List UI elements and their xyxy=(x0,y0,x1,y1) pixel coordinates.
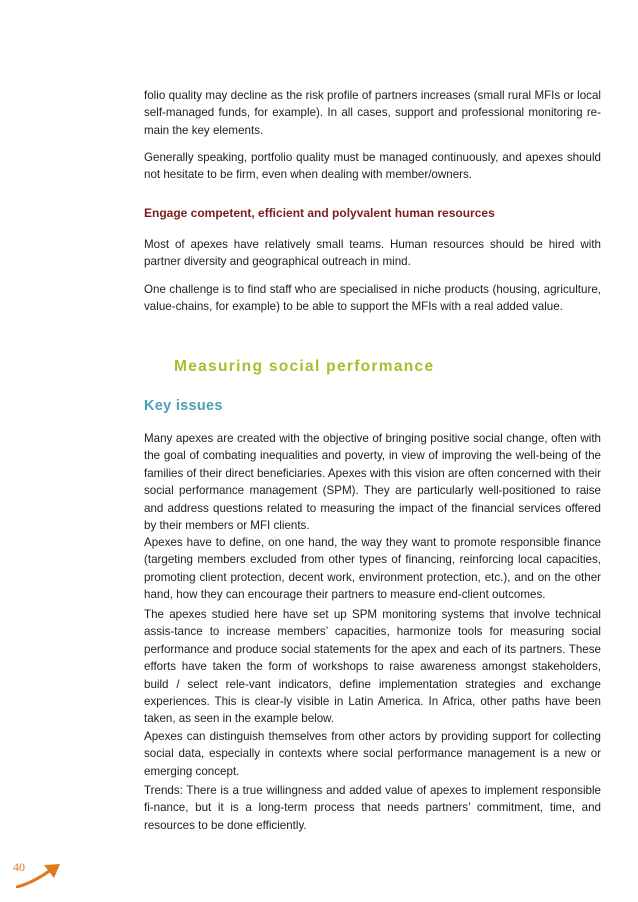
page-number: 40 xyxy=(13,860,25,874)
section-title: Measuring social performance xyxy=(174,358,435,375)
paragraph-trends: Trends: There is a true willingness and added value of apexes to implement responsible fi-nance, but it is a long-term process that needs partners’ commitment, time, and resources to be done efficiently. xyxy=(144,784,601,832)
key-issues-heading: Key issues xyxy=(144,398,223,414)
paragraph-responsible-finance: Apexes have to define, on one hand, the way they want to promote responsible finance (targeting members excluded from other types of financing, reinforcing local capacities, promoting client protection, decent work, environment protection, etc.), and on the other hand, how they can encourage their partners to measure end-client outcomes. xyxy=(144,536,601,602)
paragraph-social-data: Apexes can distinguish themselves from other actors by providing support for collecting social data, especially in contexts where social performance management is a new or emerging concept. xyxy=(144,730,601,778)
paragraph-staff-challenge: One challenge is to find staff who are specialised in niche products (housing, agriculture, value-chains, for example) to be able to support the MFIs with a real added value. xyxy=(144,283,601,314)
paragraph-portfolio-risk: folio quality may decline as the risk profile of partners increases (small rural MFIs or local self-managed funds, for example). In all cases, support and professional monitoring re-main the key elements. xyxy=(144,89,601,137)
paragraph-small-teams: Most of apexes have relatively small teams. Human resources should be hired with partner diversity and geographical outreach in mind. xyxy=(144,238,601,269)
paragraph-spm-systems: The apexes studied here have set up SPM monitoring systems that involve technical assis-tance to increase members’ capacities, harmonize tools for measuring social performance and produce social statements for the apex and each of its partners. These efforts have taken the form of workshops to raise awareness amongst stakeholders, build / select rele-vant indicators, define implementation strategies and exchange experiences. This is clear-ly visible in Latin America. In Africa, other paths have been taken, as seen in the example below. xyxy=(144,608,601,726)
paragraph-portfolio-quality: Generally speaking, portfolio quality must be managed continuously, and apexes should not hesitate to be firm, even when dealing with member/owners. xyxy=(144,151,601,182)
paragraph-social-change: Many apexes are created with the objective of bringing positive social change, often with the goal of combating inequalities and poverty, in view of improving the well-being of the families of their direct beneficiaries. Apexes with this vision are often concerned with their social performance management (SPM). They are particularly well-positioned to raise and address questions related to measuring the impact of the financial services offered by their members or MFI clients. xyxy=(144,432,601,533)
subheading-human-resources: Engage competent, efficient and polyvalent human resources xyxy=(144,206,495,220)
arrow-up-right-icon xyxy=(16,862,64,888)
